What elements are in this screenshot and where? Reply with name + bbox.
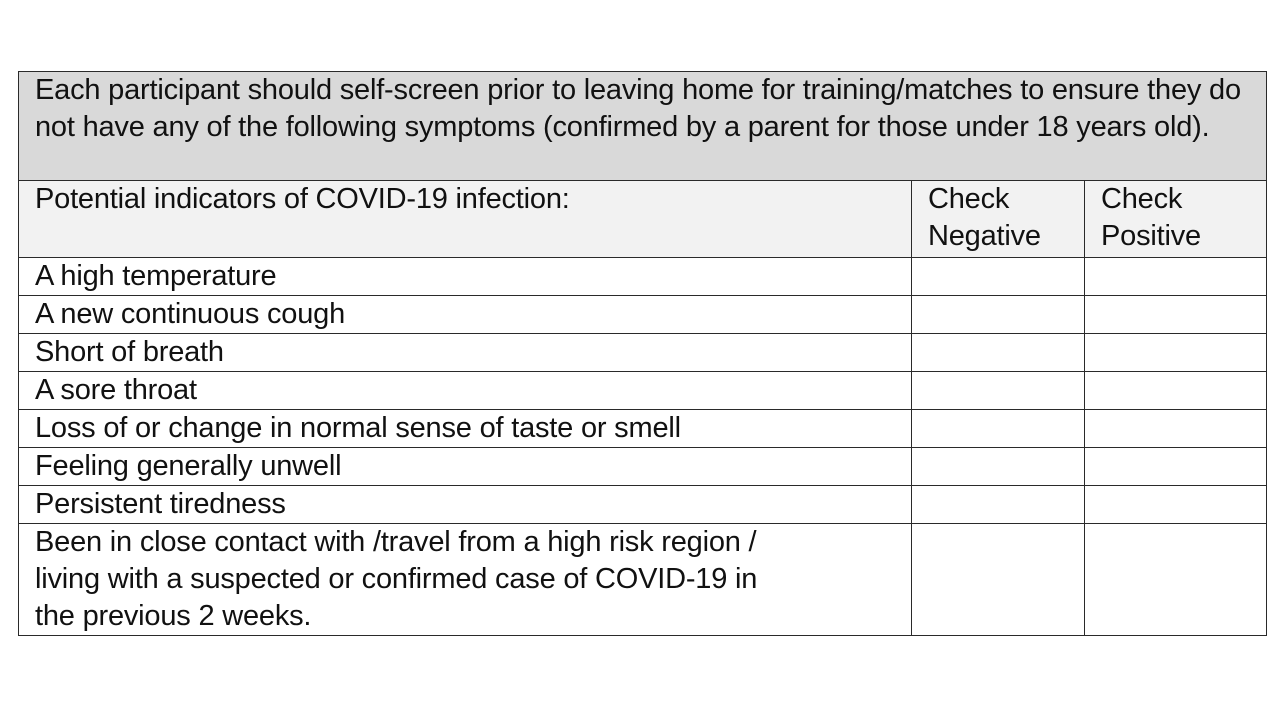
intro-text: Each participant should self-screen prior to leaving home for training/matches to ensure they do not have any of the following symptoms (confirmed by a parent for those under 18 years old). (19, 72, 1267, 181)
table-row (19, 524, 1267, 636)
indicator-cell: A new continuous cough (19, 296, 912, 334)
indicator-cell: Short of breath (19, 334, 912, 372)
table-row (19, 486, 1267, 524)
indicator-header: Potential indicators of COVID-19 infection: (19, 181, 912, 258)
check-negative-cell[interactable] (912, 258, 1085, 296)
check-negative-cell[interactable] (912, 448, 1085, 486)
table-row (19, 296, 1267, 334)
check-positive-cell[interactable] (1085, 448, 1267, 486)
check-positive-cell[interactable] (1085, 486, 1267, 524)
indicator-cell: Been in close contact with /travel from a high risk region / living with a suspected or confirmed case of COVID-19 in the previous 2 weeks. (19, 524, 912, 636)
check-negative-cell[interactable] (912, 372, 1085, 410)
symptom-checklist-table (18, 71, 1267, 636)
indicator-cell: Feeling generally unwell (19, 448, 912, 486)
table-row (19, 448, 1267, 486)
check-negative-cell[interactable] (912, 334, 1085, 372)
check-negative-cell[interactable] (912, 486, 1085, 524)
indicator-cell: A high temperature (19, 258, 912, 296)
header-row (19, 181, 1267, 258)
check-positive-cell[interactable] (1085, 258, 1267, 296)
check-positive-cell[interactable] (1085, 334, 1267, 372)
check-negative-cell[interactable] (912, 524, 1085, 636)
screening-form (18, 71, 1266, 636)
intro-row (19, 72, 1267, 181)
check-negative-header: Check Negative (912, 181, 1085, 258)
indicator-cell: A sore throat (19, 372, 912, 410)
check-negative-cell[interactable] (912, 296, 1085, 334)
indicator-cell: Persistent tiredness (19, 486, 912, 524)
indicator-cell: Loss of or change in normal sense of taste or smell (19, 410, 912, 448)
table-row (19, 334, 1267, 372)
check-negative-cell[interactable] (912, 410, 1085, 448)
table-row (19, 410, 1267, 448)
check-positive-header: Check Positive (1085, 181, 1267, 258)
check-positive-cell[interactable] (1085, 372, 1267, 410)
check-positive-cell[interactable] (1085, 524, 1267, 636)
table-row (19, 372, 1267, 410)
check-positive-cell[interactable] (1085, 410, 1267, 448)
table-row (19, 258, 1267, 296)
check-positive-cell[interactable] (1085, 296, 1267, 334)
